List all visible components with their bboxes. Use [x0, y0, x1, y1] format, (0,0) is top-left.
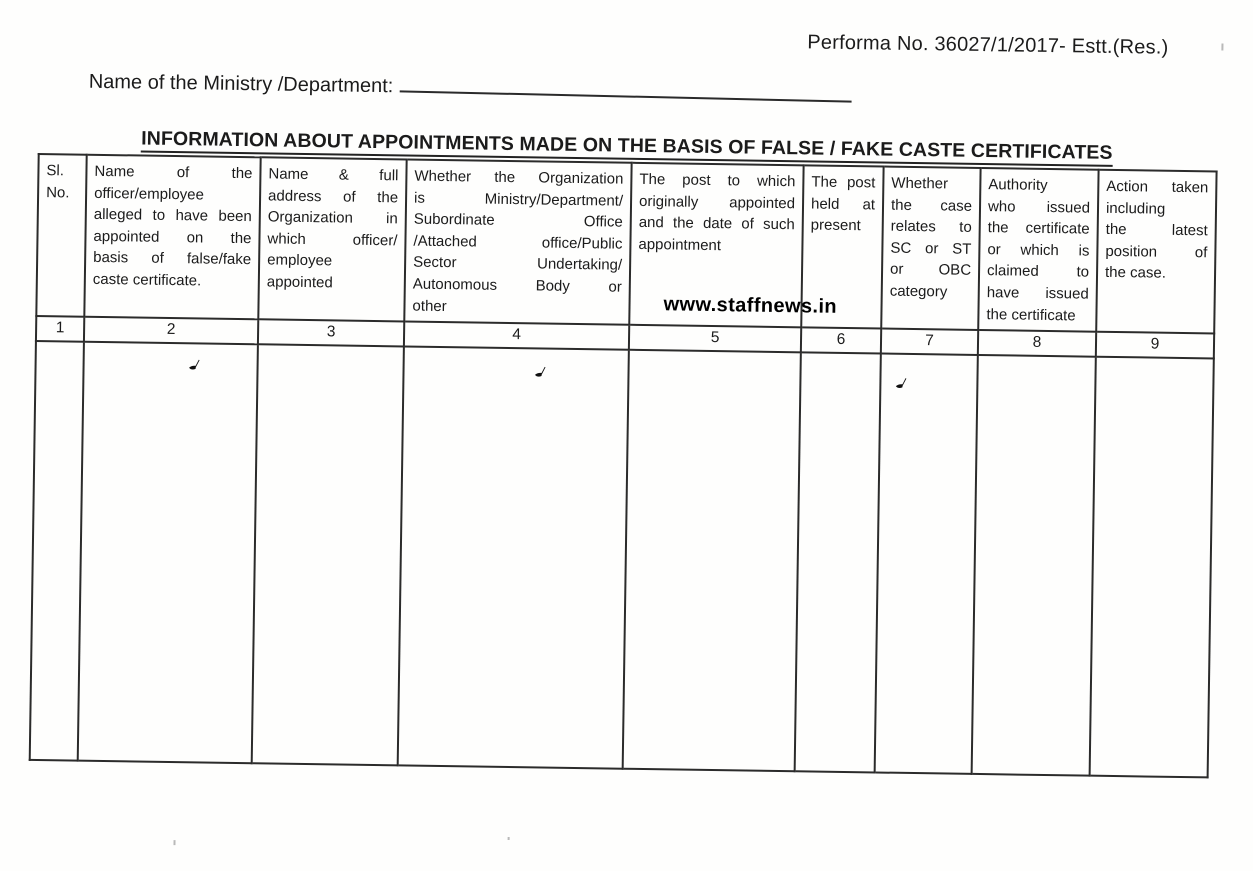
header-category — [881, 167, 980, 331]
header-line: is Ministry/Department/ — [413, 189, 624, 210]
header-line: appointed on the — [93, 227, 252, 247]
ink-mark-icon — [895, 377, 910, 391]
header-line: Organization in — [267, 208, 398, 228]
column-number: 2 — [84, 317, 258, 345]
header-line: basis of false/fake — [93, 249, 252, 269]
header-line: the certificate — [986, 305, 1076, 324]
header-line: relates to — [890, 217, 972, 237]
header-line: No. — [46, 183, 70, 202]
appointments-table — [29, 153, 1218, 779]
header-line: address of the — [267, 187, 399, 206]
header-action-taken — [1096, 170, 1216, 334]
header-line: the case. — [1104, 264, 1167, 283]
header-line: or which is — [987, 240, 1090, 260]
table-body-row — [30, 341, 1214, 777]
header-line: who issued — [987, 197, 1091, 217]
header-line: other — [412, 297, 447, 315]
ink-mark-icon — [188, 359, 203, 373]
body-cell-officer-name — [78, 342, 258, 764]
header-line: the latest — [1105, 221, 1208, 240]
performa-number: Performa No. 36027/1/2017- Estt.(Res.) — [807, 31, 1169, 59]
body-cell-action-taken — [1090, 357, 1214, 778]
header-line: caste certificate. — [92, 270, 202, 290]
scan-speck — [173, 840, 175, 845]
column-number: 7 — [881, 329, 978, 356]
body-cell-category — [875, 354, 978, 774]
table-header-row — [36, 154, 1216, 334]
header-line: Sl. — [46, 162, 65, 180]
column-number: 9 — [1096, 332, 1214, 359]
body-cell-issuing-authority — [972, 355, 1096, 776]
body-cell-present-post — [795, 353, 881, 773]
column-number: 4 — [404, 322, 629, 351]
body-cell-original-post — [623, 350, 801, 772]
header-line: alleged to have been — [93, 206, 252, 226]
header-line: Whether — [891, 174, 949, 193]
page-title: INFORMATION ABOUT APPOINTMENTS MADE ON THE BASIS OF FALSE / FAKE CASTE CERTIFICATES — [38, 126, 1216, 166]
ministry-blank-line — [399, 71, 851, 102]
header-line: including — [1105, 199, 1166, 218]
ministry-field-row — [89, 67, 852, 105]
header-sl-no — [36, 154, 86, 317]
column-number: 6 — [801, 327, 881, 353]
ink-mark-icon — [534, 366, 549, 380]
header-line: appointed — [266, 273, 333, 292]
scan-speck — [508, 837, 510, 840]
appointments-table-wrap — [29, 153, 1216, 779]
header-line: Sector Undertaking/ — [413, 253, 623, 275]
header-line: Name of the — [94, 162, 253, 183]
header-line: claimed to — [986, 262, 1090, 281]
header-line: which officer/ — [267, 230, 398, 250]
header-line: originally appointed — [638, 192, 796, 212]
header-line: held at — [810, 195, 876, 214]
header-line: officer/employee — [94, 184, 205, 204]
header-line: employee — [267, 251, 333, 270]
header-line: SC or ST — [890, 239, 972, 258]
staffnews-watermark: www.staffnews.in — [663, 293, 838, 318]
header-organization-type — [404, 159, 631, 324]
header-line: Action taken — [1106, 177, 1209, 197]
header-line: The post to which — [639, 170, 796, 191]
header-line: present — [810, 216, 861, 235]
header-organization-address — [258, 157, 406, 321]
header-line: Name & full — [268, 165, 399, 185]
header-line: position of — [1105, 242, 1208, 262]
header-officer-name — [84, 155, 260, 320]
header-line: /Attached office/Public — [413, 232, 623, 253]
header-line: or OBC — [889, 261, 972, 280]
header-line: Authority — [988, 176, 1048, 194]
header-line: have issued — [986, 284, 1089, 303]
body-cell-organization-address — [252, 345, 404, 766]
column-number: 1 — [36, 316, 84, 342]
ministry-label: Name of the Ministry /Department: — [88, 70, 394, 98]
header-line: the case — [890, 196, 973, 215]
header-issuing-authority — [978, 168, 1098, 332]
header-line: Whether the Organization — [414, 167, 624, 188]
header-line: Autonomous Body or — [412, 275, 622, 296]
header-line: and the date of such — [638, 214, 795, 234]
header-line: category — [889, 282, 948, 301]
body-cell-sl-no — [30, 341, 84, 761]
column-number: 3 — [258, 319, 404, 346]
column-number: 5 — [629, 325, 801, 353]
header-line: Subordinate Office — [413, 210, 623, 231]
header-line: the certificate — [987, 219, 1090, 238]
column-number: 8 — [978, 330, 1096, 357]
header-line: The post — [811, 173, 876, 192]
scan-speck — [1221, 44, 1223, 51]
header-line: appointment — [638, 235, 722, 254]
body-cell-organization-type — [398, 347, 629, 769]
